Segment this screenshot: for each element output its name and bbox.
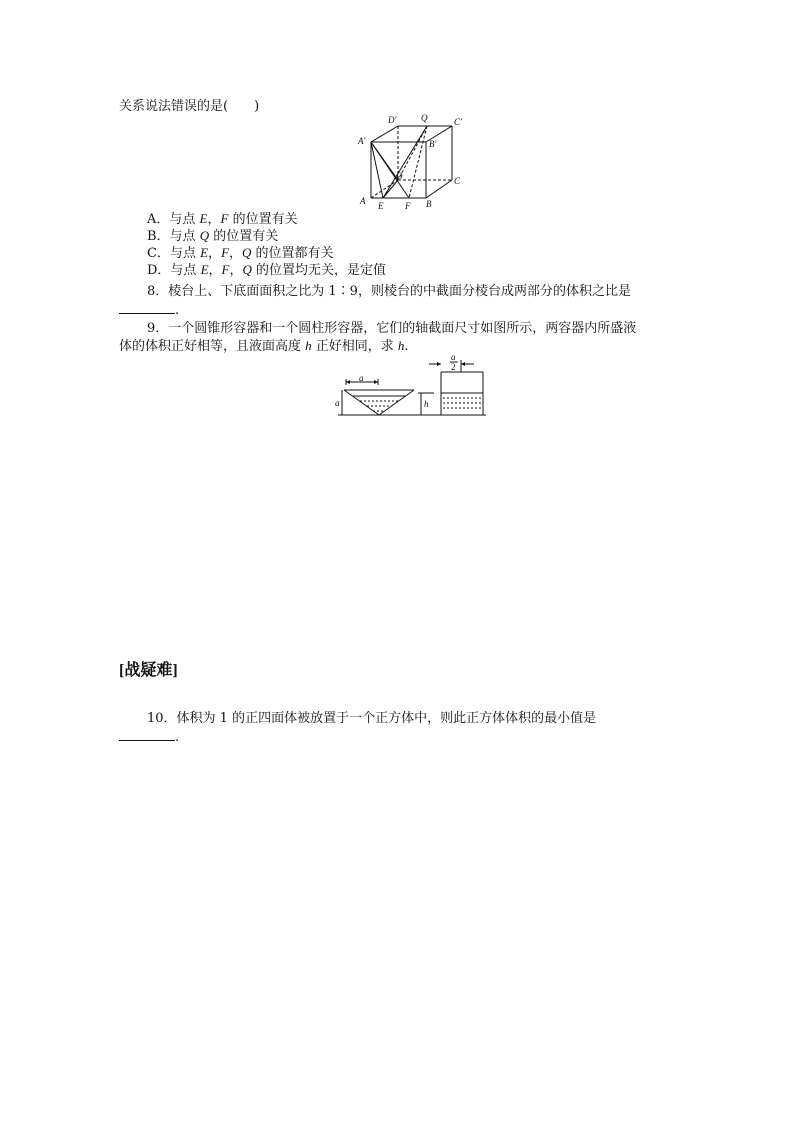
q8-blank bbox=[119, 302, 175, 314]
frac-denominator: 2 bbox=[451, 362, 456, 372]
q10-answer-line: . bbox=[119, 729, 179, 746]
q9-line1: 9．一个圆锥形容器和一个圆柱形容器，它们的轴截面尺寸如图所示，两容器内所盛液 bbox=[147, 321, 637, 336]
label-F: F bbox=[405, 201, 411, 211]
q8-text: 8．棱台上、下底面面积之比为 1∶9，则棱台的中截面分棱台成两部分的体积之比是 bbox=[147, 284, 631, 299]
q10-text: 10．体积为 1 的正四面体被放置于一个正方体中，则此正方体体积的最小值是 bbox=[147, 711, 597, 726]
label-D: D bbox=[396, 171, 403, 181]
label-B: B bbox=[426, 199, 432, 209]
q7-stem-tail: 关系说法错误的是( ) bbox=[119, 99, 260, 114]
option-b: B．与点 Q 的位置有关 bbox=[147, 228, 279, 244]
frac-numerator: a bbox=[451, 352, 456, 362]
label-A: A bbox=[360, 196, 366, 206]
section-heading: [战疑难] bbox=[119, 662, 178, 679]
q9-line2: 体的体积正好相等，且液面高度 h 正好相同，求 h. bbox=[119, 338, 409, 354]
label-A1: A′ bbox=[358, 136, 366, 146]
label-E: E bbox=[378, 201, 384, 211]
q8-answer-line: . bbox=[119, 302, 179, 319]
cone-height-label: a bbox=[335, 398, 340, 408]
option-d: D．与点 E，F，Q 的位置均无关，是定值 bbox=[147, 262, 387, 278]
q10-blank bbox=[119, 729, 175, 741]
containers-figure bbox=[334, 350, 490, 420]
cone-a-label: a bbox=[359, 373, 364, 383]
cube-figure bbox=[355, 110, 470, 214]
label-B1: B′ bbox=[429, 139, 437, 149]
h-label: h bbox=[424, 399, 429, 409]
label-C: C bbox=[454, 176, 461, 186]
label-C1: C′ bbox=[454, 117, 462, 127]
option-a: A．与点 E，F 的位置有关 bbox=[147, 211, 298, 227]
option-c: C．与点 E，F，Q 的位置都有关 bbox=[147, 245, 334, 261]
label-D1: D′ bbox=[388, 115, 397, 125]
label-Q: Q bbox=[421, 113, 428, 123]
